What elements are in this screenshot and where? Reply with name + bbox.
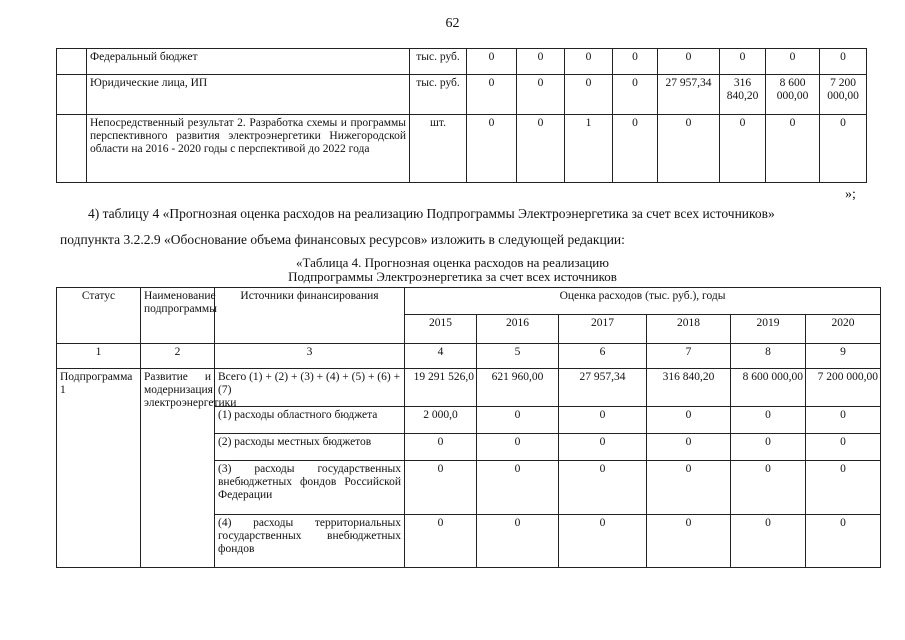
value-cell: 0: [731, 407, 806, 434]
row-label: Федеральный бюджет: [87, 49, 410, 75]
paragraph: подпункта 3.2.2.9 «Обоснование объема финансовых ресурсов» изложить в следующей редакции:: [60, 232, 625, 247]
status-cell: Подпрограмма 1: [57, 369, 141, 568]
table-row: [57, 49, 867, 75]
header-year: 2019: [731, 315, 806, 344]
column-number: 7: [647, 344, 731, 369]
value-cell: 0: [405, 515, 477, 568]
value-cell: 2 000,0: [405, 407, 477, 434]
expense-estimate-table: [56, 287, 881, 568]
closing-quote: »;: [845, 187, 856, 202]
value-cell: 0: [517, 75, 565, 115]
value-cell: 0: [565, 75, 613, 115]
top-table-fragment: [56, 48, 867, 183]
value-cell: 0: [658, 49, 720, 75]
column-number-row: [57, 344, 881, 369]
subprogram-name-cell: Развитие и модернизация электроэнергетики: [141, 369, 215, 568]
value-cell: 19 291 526,0: [405, 369, 477, 407]
value-cell: 8 600 000,00: [731, 369, 806, 407]
value-cell: 0: [720, 115, 766, 183]
value-cell: 27 957,34: [658, 75, 720, 115]
value-cell: 0: [559, 434, 647, 461]
source-cell: (2) расходы местных бюджетов: [215, 434, 405, 461]
column-number: 9: [806, 344, 881, 369]
value-cell: 0: [820, 49, 867, 75]
table-title-line: Подпрограммы Электроэнергетика за счет всех источников: [288, 269, 617, 284]
value-cell: 0: [477, 434, 559, 461]
value-cell: 0: [613, 75, 658, 115]
value-cell: 0: [565, 49, 613, 75]
value-cell: 8 600 000,00: [766, 75, 820, 115]
empty-cell: [57, 49, 87, 75]
value-cell: 0: [559, 461, 647, 515]
unit-cell: тыс. руб.: [410, 75, 467, 115]
table-title-line: «Таблица 4. Прогнозная оценка расходов на реализацию: [296, 255, 609, 270]
value-cell: 316 840,20: [647, 369, 731, 407]
value-cell: 0: [467, 49, 517, 75]
table-row: [57, 369, 881, 407]
value-cell: 0: [731, 515, 806, 568]
value-cell: 621 960,00: [477, 369, 559, 407]
value-cell: 0: [806, 461, 881, 515]
source-cell: Всего (1) + (2) + (3) + (4) + (5) + (6) + (7): [215, 369, 405, 407]
source-cell: (1) расходы областного бюджета: [215, 407, 405, 434]
value-cell: 0: [517, 115, 565, 183]
value-cell: 0: [613, 115, 658, 183]
value-cell: 316 840,20: [720, 75, 766, 115]
row-label: Непосредственный результат 2. Разработка схемы и программы перспективного развития электроэнергетики Нижегородской области на 2016 - 2020 годы с перспективой до 2022 года: [87, 115, 410, 183]
column-number: 2: [141, 344, 215, 369]
column-number: 6: [559, 344, 647, 369]
empty-cell: [57, 115, 87, 183]
column-number: 8: [731, 344, 806, 369]
value-cell: 0: [405, 434, 477, 461]
source-cell: (4) расходы территориальных государственных внебюджетных фондов: [215, 515, 405, 568]
value-cell: 0: [517, 49, 565, 75]
source-cell: (3) расходы государственных внебюджетных фондов Российской Федерации: [215, 461, 405, 515]
paragraph: 4) таблицу 4 «Прогнозная оценка расходов на реализацию Подпрограммы Электроэнергетика за счет всех источников»: [88, 206, 775, 221]
value-cell: 0: [647, 515, 731, 568]
table-row: [57, 115, 867, 183]
unit-cell: шт.: [410, 115, 467, 183]
value-cell: 27 957,34: [559, 369, 647, 407]
value-cell: 0: [613, 49, 658, 75]
value-cell: 7 200 000,00: [806, 369, 881, 407]
column-number: 1: [57, 344, 141, 369]
header-year: 2017: [559, 315, 647, 344]
value-cell: 0: [467, 115, 517, 183]
value-cell: 0: [647, 434, 731, 461]
header-expense-estimate: Оценка расходов (тыс. руб.), годы: [405, 288, 881, 315]
value-cell: 0: [720, 49, 766, 75]
value-cell: 0: [467, 75, 517, 115]
value-cell: 0: [820, 115, 867, 183]
header-funding-sources: Источники финансирования: [215, 288, 405, 344]
value-cell: 0: [766, 115, 820, 183]
unit-cell: тыс. руб.: [410, 49, 467, 75]
value-cell: 0: [806, 515, 881, 568]
column-number: 5: [477, 344, 559, 369]
header-year: 2018: [647, 315, 731, 344]
header-year: 2020: [806, 315, 881, 344]
value-cell: 0: [658, 115, 720, 183]
value-cell: 0: [806, 407, 881, 434]
value-cell: 0: [731, 461, 806, 515]
table-title: [0, 256, 905, 284]
header-row: [57, 288, 881, 315]
value-cell: 1: [565, 115, 613, 183]
value-cell: 0: [766, 49, 820, 75]
value-cell: 0: [806, 434, 881, 461]
page-number: 62: [445, 16, 460, 31]
value-cell: 0: [647, 461, 731, 515]
value-cell: 0: [477, 407, 559, 434]
header-year: 2016: [477, 315, 559, 344]
header-status: Статус: [57, 288, 141, 344]
value-cell: 0: [559, 515, 647, 568]
column-number: 4: [405, 344, 477, 369]
header-subprogram-name: Наименование подпрограммы: [141, 288, 215, 344]
value-cell: 0: [559, 407, 647, 434]
value-cell: 7 200 000,00: [820, 75, 867, 115]
value-cell: 0: [731, 434, 806, 461]
table-row: [57, 75, 867, 115]
value-cell: 0: [477, 515, 559, 568]
column-number: 3: [215, 344, 405, 369]
value-cell: 0: [647, 407, 731, 434]
empty-cell: [57, 75, 87, 115]
header-year: 2015: [405, 315, 477, 344]
value-cell: 0: [405, 461, 477, 515]
row-label: Юридические лица, ИП: [87, 75, 410, 115]
value-cell: 0: [477, 461, 559, 515]
